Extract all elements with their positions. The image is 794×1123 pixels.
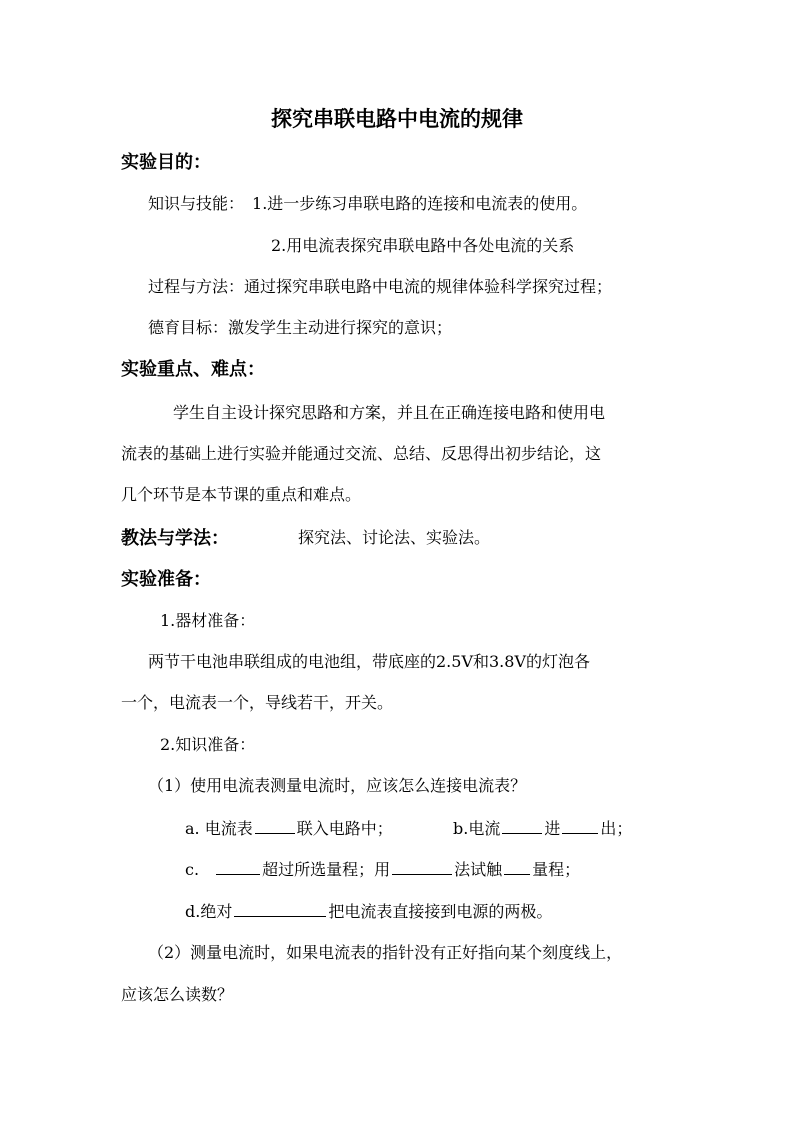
prep-heading: 实验准备： [121, 569, 211, 590]
d-prefix: d.绝对 [185, 902, 233, 921]
blank-c2 [392, 860, 452, 875]
question-1: （1）使用电流表测量电流时，应该怎么连接电流表？ [148, 776, 527, 795]
process-method-line: 过程与方法：通过探究串联电路中电流的规律体验科学探究过程； [148, 277, 613, 296]
blank-b2 [562, 819, 598, 834]
key-line-2: 流表的基础上进行实验并能通过交流、总结、反思得出初步结论，这 [121, 444, 602, 463]
b-middle: 进 [544, 819, 561, 838]
c-middle-1: 超过所选量程；用 [262, 860, 391, 879]
knowledge-label: 2.知识准备： [160, 735, 256, 754]
blank-line-c [185, 857, 580, 880]
blank-c3 [504, 860, 530, 875]
a-prefix: a. 电流表 [185, 819, 253, 838]
c-suffix: 量程； [532, 860, 581, 879]
method-heading: 教法与学法： [121, 528, 229, 549]
blank-line-b [453, 816, 632, 839]
d-suffix: 把电流表直接接到电源的两极。 [328, 902, 553, 921]
blank-a [255, 819, 295, 834]
key-line-3: 几个环节是本节课的重点和难点。 [121, 485, 362, 504]
blank-line-d [185, 899, 552, 922]
a-suffix: 联入电路中； [296, 819, 393, 838]
question-2-line-2: 应该怎么读数？ [121, 985, 234, 1004]
page-title: 探究串联电路中电流的规律 [271, 106, 523, 131]
question-2-line-1: （2）测量电流时，如果电流表的指针没有正好指向某个刻度线上， [148, 943, 623, 962]
equip-label: 1.器材准备： [160, 611, 256, 630]
method-text: 探究法、讨论法、实验法。 [298, 528, 491, 547]
purpose-heading: 实验目的： [121, 152, 211, 173]
b-suffix: 出； [600, 819, 633, 838]
skill-item-2: 2.用电流表探究串联电路中各处电流的关系 [271, 236, 575, 255]
skill-label: 知识与技能： [148, 194, 245, 213]
blank-d [234, 902, 326, 917]
blank-line-a [185, 816, 393, 839]
equip-line-1: 两节干电池串联组成的电池组，带底座的2.5V和3.8V的灯泡各 [148, 652, 591, 671]
skill-item-1: 1.进一步练习串联电路的连接和电流表的使用。 [252, 194, 588, 213]
c-middle-2: 法试触 [454, 860, 503, 879]
blank-c1 [216, 860, 260, 875]
skill-line-1 [148, 191, 587, 214]
key-line-1: 学生自主设计探究思路和方案，并且在正确连接电路和使用电 [173, 403, 606, 422]
equip-line-2: 一个，电流表一个，导线若干，开关。 [121, 693, 394, 712]
key-heading: 实验重点、难点： [121, 359, 265, 380]
moral-goal-line: 德育目标：激发学生主动进行探究的意识； [148, 318, 453, 337]
b-prefix: b.电流 [453, 819, 501, 838]
blank-b1 [502, 819, 542, 834]
c-prefix: c. [185, 860, 205, 879]
